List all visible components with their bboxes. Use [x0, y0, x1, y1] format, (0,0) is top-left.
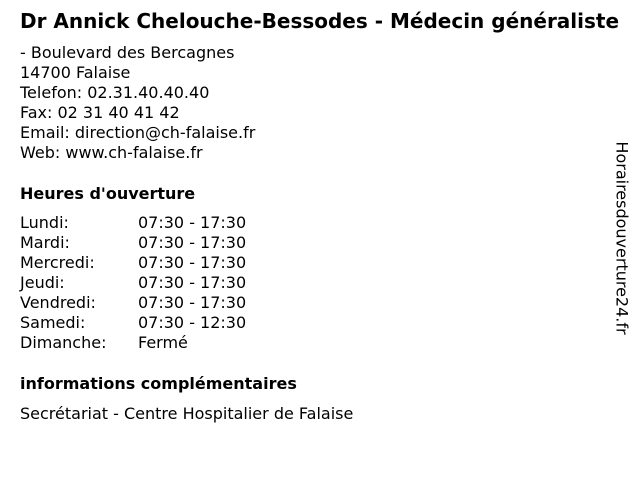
phone-number[interactable]: Telefon: 02.31.40.40.40	[20, 83, 210, 102]
time-range: 07:30 - 17:30	[138, 213, 247, 232]
time-range: Fermé	[138, 333, 188, 352]
day-label: Mardi:	[20, 233, 70, 252]
info-heading: informations complémentaires	[20, 374, 297, 393]
website-link[interactable]: Web: www.ch-falaise.fr	[20, 143, 203, 162]
time-range: 07:30 - 17:30	[138, 293, 247, 312]
address-street: - Boulevard des Bercagnes	[20, 43, 235, 62]
info-text: Secrétariat - Centre Hospitalier de Falaise	[20, 404, 354, 423]
day-label: Dimanche:	[20, 333, 107, 352]
watermark-text: Horairesdouverture24.fr	[612, 141, 632, 335]
day-label: Mercredi:	[20, 253, 95, 272]
hours-heading: Heures d'ouverture	[20, 184, 196, 203]
time-range: 07:30 - 12:30	[138, 313, 247, 332]
email-address[interactable]: Email: direction@ch-falaise.fr	[20, 123, 256, 142]
time-range: 07:30 - 17:30	[138, 253, 247, 272]
day-label: Lundi:	[20, 213, 69, 232]
day-label: Samedi:	[20, 313, 86, 332]
contact-block	[20, 43, 255, 163]
day-label: Jeudi:	[20, 273, 65, 292]
address-city: 14700 Falaise	[20, 63, 131, 82]
fax-number: Fax: 02 31 40 41 42	[20, 103, 180, 122]
time-range: 07:30 - 17:30	[138, 233, 247, 252]
time-range: 07:30 - 17:30	[138, 273, 247, 292]
day-label: Vendredi:	[20, 293, 96, 312]
page-title: Dr Annick Chelouche-Bessodes - Médecin généraliste	[20, 9, 620, 33]
